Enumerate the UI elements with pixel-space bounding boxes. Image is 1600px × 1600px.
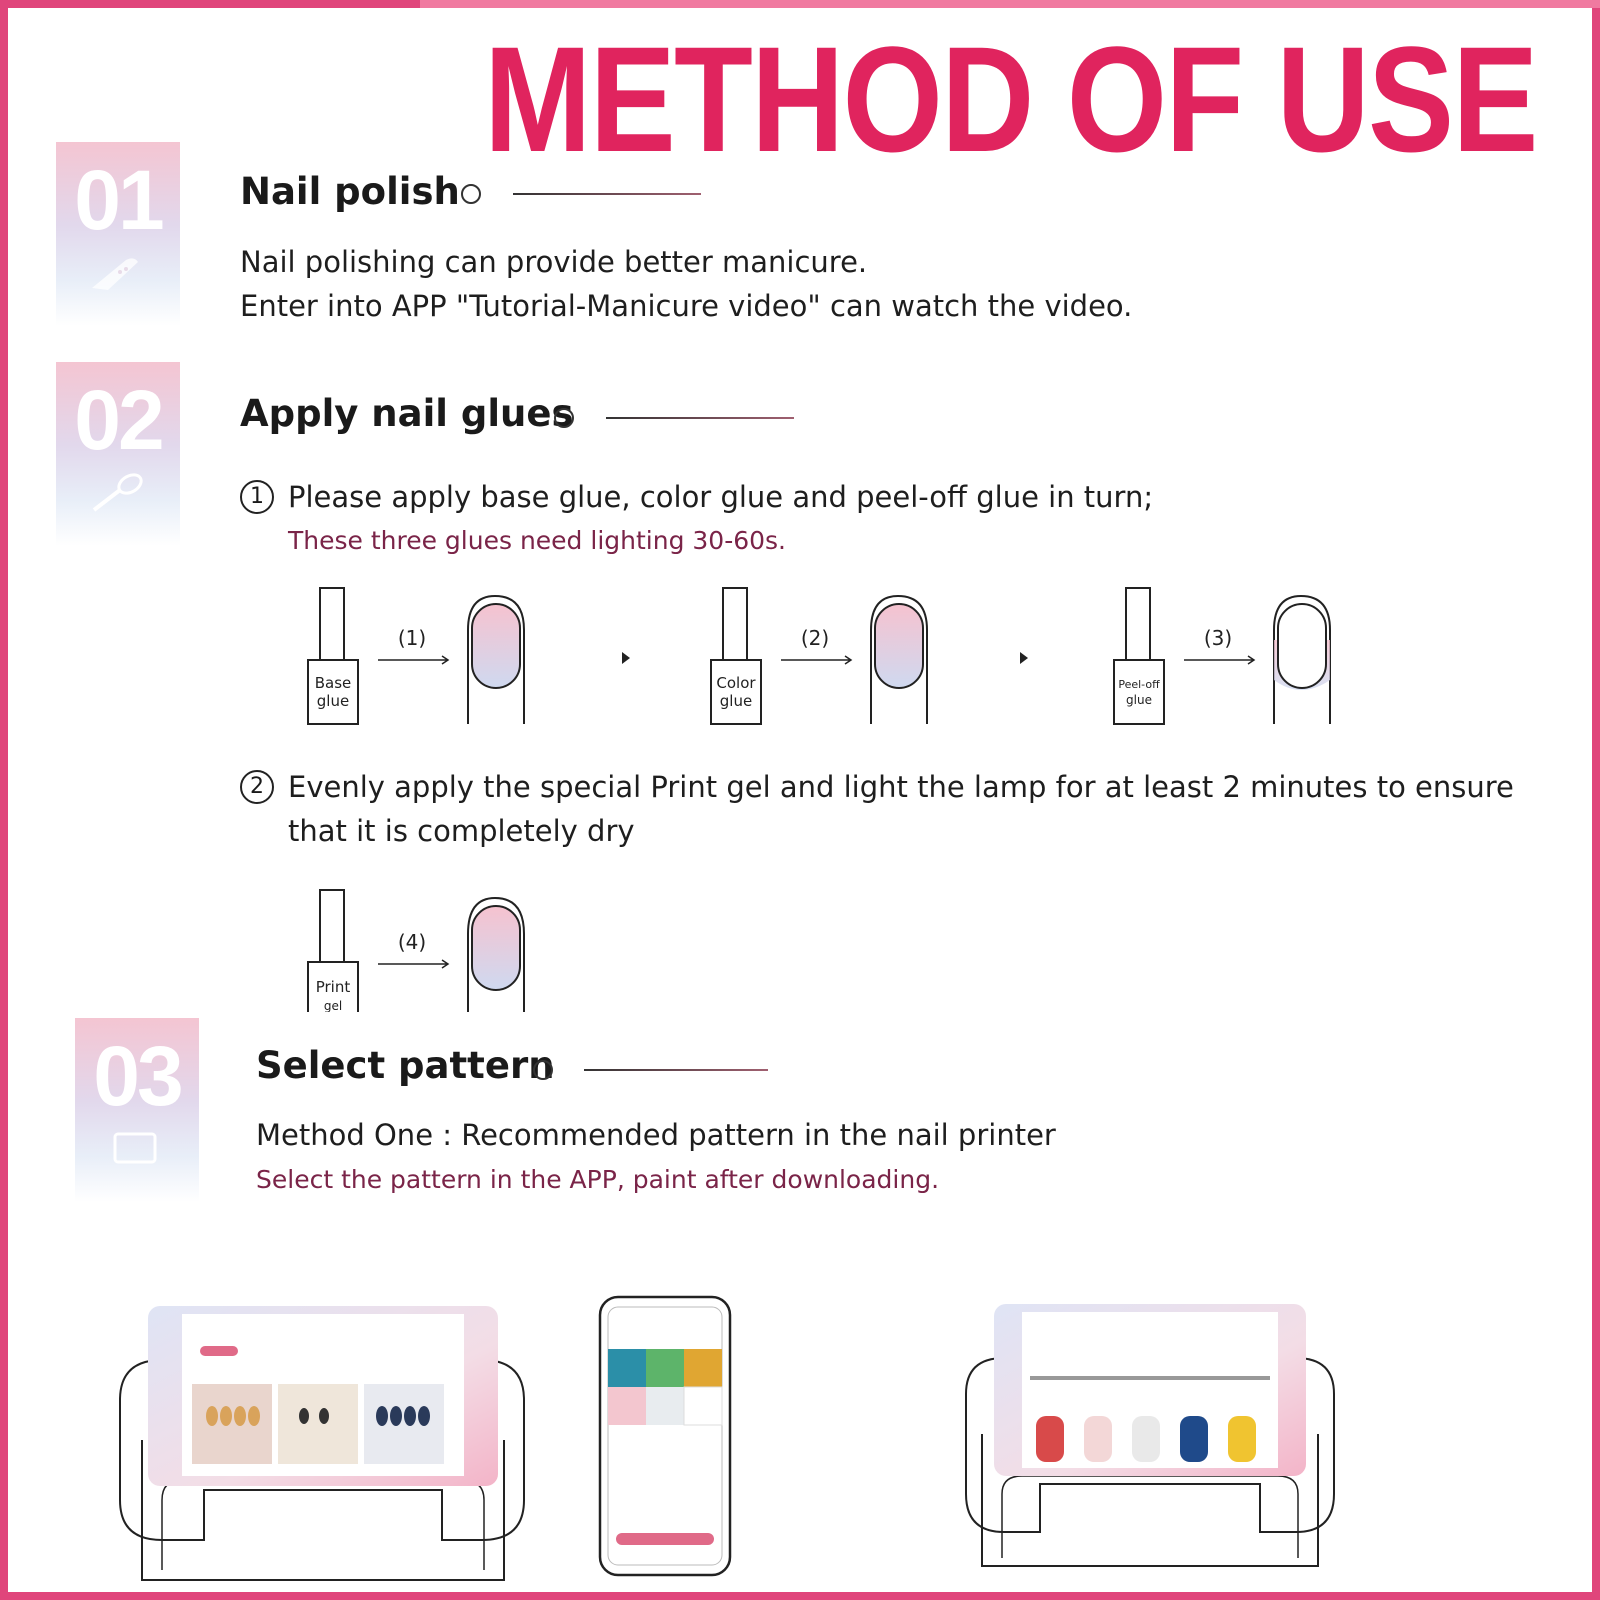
step-1-text: Please apply base glue, color glue and peel-off glue in turn; [288, 480, 1154, 514]
arrow-label-2: (2) [800, 626, 830, 650]
step-2-text-line-1: Evenly apply the special Print gel and light the lamp for at least 2 minutes to ensure [288, 770, 1514, 804]
tablet-in-printer-illustration [112, 1300, 532, 1590]
arrow-label-1: (1) [397, 626, 427, 650]
step-1-note: These three glues need lighting 30-60s. [288, 526, 786, 555]
section-1-title: Nail polish [240, 170, 460, 213]
section-2-badge [56, 362, 180, 546]
step-2-text-line-2: that it is completely dry [288, 814, 635, 848]
section-1-divider [513, 193, 701, 195]
section-1-line-2: Enter into APP "Tutorial-Manicure video" can watch the video. [240, 289, 1133, 323]
base-glue-step [308, 588, 524, 724]
nail-polish-icon [86, 250, 146, 294]
peel-off-glue-label-2: glue [1126, 693, 1152, 707]
base-glue-label-1: Base [314, 674, 352, 692]
print-gel-diagram [290, 884, 550, 1012]
tablet-app-illustration [960, 1304, 1340, 1574]
section-1-badge [56, 142, 180, 326]
page-title: METHOD OF USE [484, 15, 1537, 183]
phone-illustration [596, 1293, 734, 1579]
section-3-badge [75, 1018, 199, 1202]
tablet-icon [105, 1126, 165, 1170]
section-1-number: 01 [74, 153, 162, 247]
base-glue-label-2: glue [316, 692, 350, 710]
peel-off-glue-label-1: Peel-off [1118, 678, 1160, 691]
step-1-marker: 1 [240, 480, 274, 514]
color-glue-label-2: glue [719, 692, 753, 710]
section-2-circle-marker [554, 408, 574, 428]
arrow-label-3: (3) [1203, 626, 1233, 650]
section-2-number: 02 [74, 373, 162, 467]
glue-steps-diagram [290, 580, 1350, 730]
peel-off-glue-step [1114, 588, 1330, 724]
section-3-number: 03 [93, 1029, 181, 1123]
step-2-marker: 2 [240, 770, 274, 804]
section-1-line-1: Nail polishing can provide better manicure. [240, 245, 868, 279]
color-glue-step [711, 588, 927, 724]
section-3-divider [584, 1069, 768, 1071]
section-1-circle-marker [461, 184, 481, 204]
section-2-title: Apply nail glues [240, 392, 574, 435]
color-glue-label-1: Color [716, 674, 756, 692]
arrow-label-4: (4) [397, 930, 427, 954]
page-border-top [420, 0, 1600, 8]
print-gel-label-2: gel [323, 999, 343, 1012]
print-gel-label-1: Print [315, 978, 351, 996]
section-3-circle-marker [533, 1060, 553, 1080]
section-2-divider [606, 417, 794, 419]
section-3-method: Method One : Recommended pattern in the nail printer [256, 1118, 1056, 1152]
section-3-title: Select pattern [256, 1044, 555, 1087]
section-3-note: Select the pattern in the APP, paint after downloading. [256, 1165, 940, 1194]
nail-glue-icon [86, 470, 146, 514]
